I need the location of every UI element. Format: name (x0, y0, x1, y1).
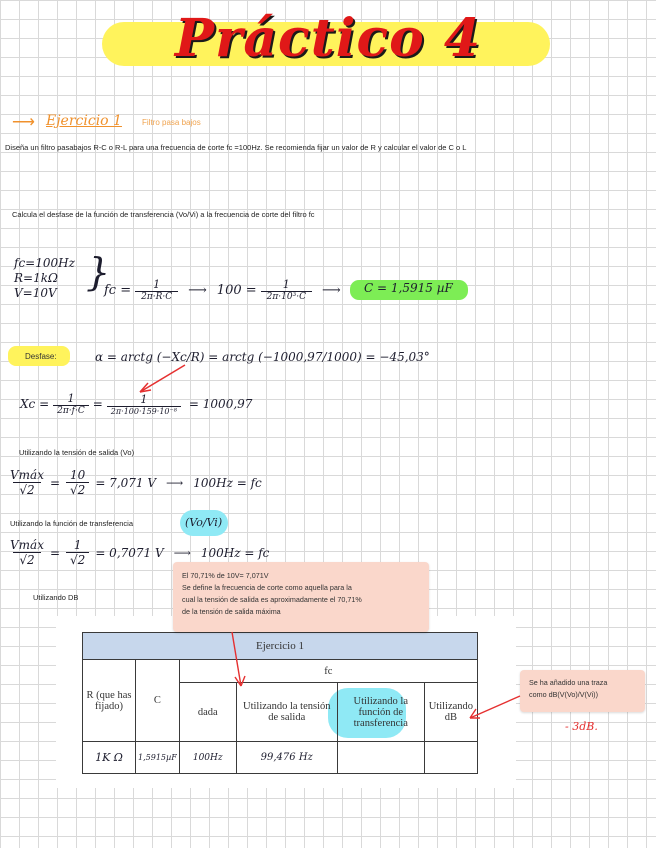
arrow-right-icon: ⟶ (173, 545, 191, 560)
statement-1: Diseña un filtro pasabajos R-C o R-L para una frecuencia de corte fc =100Hz. Se recomienda fijar un valor de R y calcular el valor de C o L (5, 143, 467, 152)
xc-result: = 1000,97 (188, 397, 253, 411)
arrow-note1-to-table (232, 632, 241, 686)
ft-den: √2 (13, 552, 40, 567)
ft-tag: (Vo/Vi) (185, 516, 223, 529)
xc-den-2: 2π·100·159·10⁻⁸ (107, 406, 181, 416)
cell-c: 1,5915µF (136, 742, 180, 774)
vmax-num: Vmáx (10, 468, 44, 482)
exercise-subtitle: Filtro pasa bajos (142, 118, 201, 127)
col-tension-header: Utilizando la tensión de salida (236, 683, 337, 742)
ft-result: = 0,7071 V (95, 545, 164, 560)
note-2-line: como dB(V(Vo)/V(Vi)) (529, 690, 598, 699)
cell-r: 1K Ω (83, 742, 136, 774)
section-db: Utilizando DB (33, 593, 79, 602)
col-ft-header: Utilizando la función de transferencia (337, 683, 424, 742)
cell-dada: 100Hz (179, 742, 236, 774)
fc-rhs-num: 1 (282, 278, 290, 291)
note-2-line: Se ha añadido una traza (529, 678, 608, 687)
minus-3db: - 3dB. (565, 720, 598, 733)
given-v: V=10V (14, 286, 57, 300)
statement-2: Calcula el desfase de la función de transferencia (Vo/Vi) a la frecuencia de corte del filtro fc (12, 210, 315, 219)
xc-num-2: 1 (140, 392, 148, 406)
arrow-right-icon: ⟶ (12, 114, 35, 131)
col-db-header: Utilizando dB (424, 683, 477, 742)
table-title: Ejercicio 1 (83, 633, 478, 660)
cell-tension: 99,476 Hz (236, 742, 337, 774)
desfase-label: Desfase: (25, 352, 57, 361)
vmax-den: √2 (13, 482, 40, 497)
fc-rhs-den: 2π·10³·C (261, 291, 312, 302)
arrow-right-icon: ⟶ (321, 282, 341, 298)
note-1-line: El 70,71% de 10V= 7,071V (182, 571, 269, 580)
section-tension: Utilizando la tensión de salida (Vo) (19, 448, 135, 457)
ft-den-2: √2 (66, 552, 89, 567)
vmax-result: = 7,071 V (95, 475, 157, 490)
ft-num-2: 1 (73, 538, 82, 552)
fc-den: 2π·R·C (135, 291, 178, 302)
arrow-note2-to-table (470, 696, 520, 718)
note-1-line: de la tensión de salida máxima (182, 607, 281, 616)
ft-equation: Vmáx √2 = $\frac{1}{√2}$ = 0,7071 V ⟶ 100Hz = fc (10, 538, 270, 567)
vmax-num-2: 10 (70, 468, 86, 482)
ft-num: Vmáx (10, 538, 44, 552)
col-r-header: R (que has fijado) (83, 660, 136, 742)
arrow-right-icon: ⟶ (188, 282, 207, 298)
note-1-line: cual la tensión de salida es aproximadamente el 70,71% (182, 595, 362, 604)
col-dada-header: dada (179, 683, 236, 742)
given-fc: fc=100Hz (14, 256, 75, 270)
brace-icon: } (86, 250, 111, 294)
fc-rhs-lhs: 100 = (216, 282, 257, 298)
arrow-right-icon: ⟶ (166, 475, 184, 490)
fc-num: 1 (153, 278, 161, 291)
section-ft: Utilizando la función de transferencia (10, 519, 133, 528)
page-title: Práctico 4 (174, 8, 482, 69)
exercise-label: Ejercicio 1 (46, 113, 122, 129)
result-c: C = 1,5915 µF (364, 281, 453, 295)
xc-num-1: 1 (67, 392, 75, 405)
note-1-line: Se define la frecuencia de corte como aquella para la (182, 583, 352, 592)
fc-lhs: fc = (104, 282, 132, 298)
fc-header: fc (179, 660, 477, 683)
vmax-equation: Vmáx √2 = $\frac{10}{√2}$ = 7,071 V ⟶ 100Hz = fc (10, 468, 262, 497)
given-r: R=1kΩ (14, 271, 58, 285)
vmax-rhs: 100Hz = fc (193, 475, 262, 490)
desfase-equation: α = arctg (−Xc/R) = arctg (−1000,97/1000) = −45,03° (95, 350, 430, 364)
xc-lhs: Xc = (20, 397, 50, 411)
vmax-den-2: √2 (66, 482, 89, 497)
col-c-header: C (136, 660, 180, 742)
xc-equation: Xc = 1 2π·f·C = 1 2π·100·159·10⁻⁸ = 1000,97 (20, 392, 253, 416)
ft-rhs: 100Hz = fc (200, 545, 270, 560)
xc-den-1: 2π·f·C (53, 405, 89, 416)
